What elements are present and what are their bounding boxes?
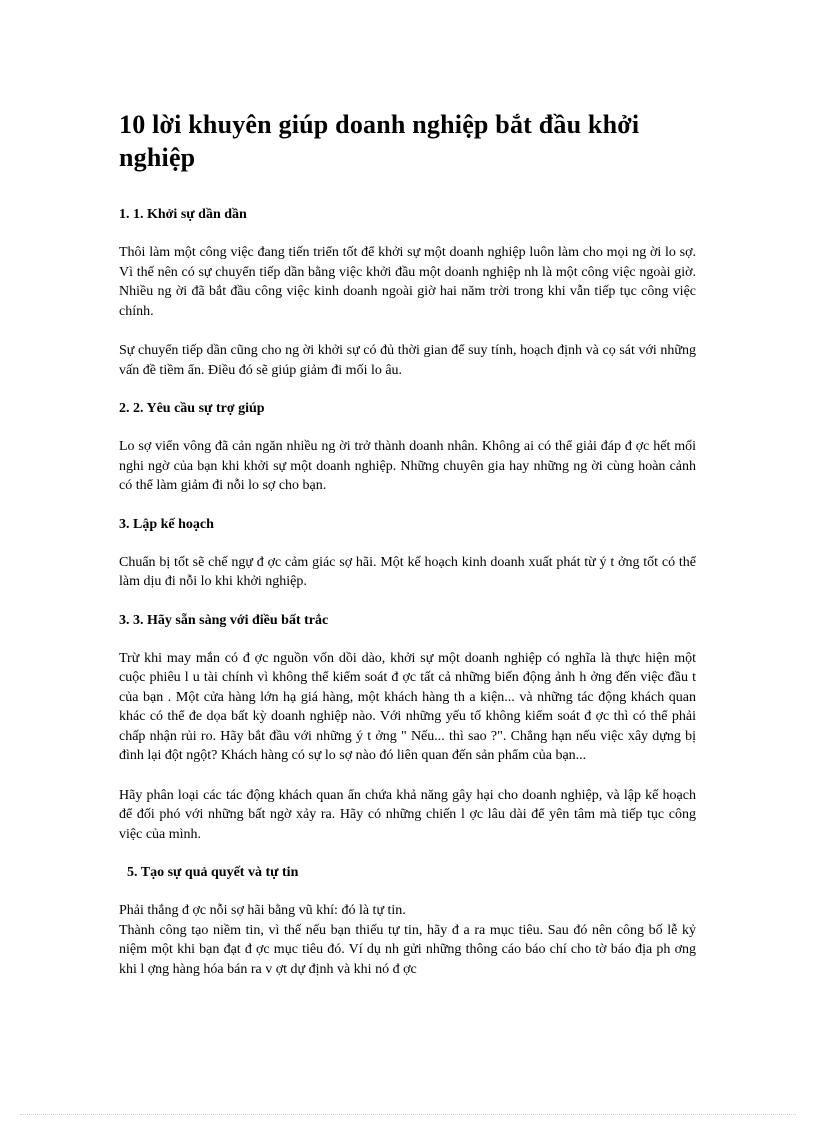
document-page [119,108,696,999]
section-2-paragraph-1: Lo sợ viển vông đã cản ngăn nhiều ng ời trở thành doanh nhân. Không ai có thể giải đáp đ ợc hết mối nghi ngờ của bạn khi khởi sự một doanh nghiệp. Những chuyên gia hay những ng ời cùng hoàn cảnh có thể làm giảm đi nỗi lo sợ cho bạn. [119,439,696,493]
section-1-paragraph-2: Sự chuyển tiếp dần cũng cho ng ời khởi sự có đủ thời gian để suy tính, hoạch định và cọ sát với những vấn đề tiềm ẩn. Điều đó sẽ giúp giảm đi mối lo âu. [119,343,696,378]
section-5-paragraph-1: Phải thắng đ ợc nỗi sợ hãi bằng vũ khí: đó là tự tin. [119,903,406,918]
section-2-heading: 2. 2. Yêu cầu sự trợ giúp [119,401,265,416]
section-1-paragraph-1: Thôi làm một công việc đang tiến triển tốt để khởi sự một doanh nghiệp luôn làm cho mọi ng ời lo sợ. Vì thế nên có sự chuyển tiếp dần bằng việc khởi đầu một doanh nghiệp nh là một công việc ngoài giờ. Nhiều ng ời đã bắt đầu công việc kinh doanh ngoài giờ hai năm trời trong khi vẫn tiếp tục công việc chính. [119,245,696,319]
section-1-heading: 1. 1. Khởi sự dần dần [119,207,247,222]
section-4-paragraph-2: Hãy phân loại các tác động khách quan ẩn chứa khả năng gây hại cho doanh nghiệp, và lập kế hoạch để đối phó với những bất ngờ xảy ra. Hãy có những chiến l ợc lâu dài để yên tâm mà tiếp tục công việc của mình. [119,787,696,842]
page-bottom-divider [20,1114,796,1115]
section-4-paragraph-1: Trừ khi may mắn có đ ợc nguồn vốn dồi dào, khởi sự một doanh nghiệp có nghĩa là thực hiện một cuộc phiêu l u tài chính vì không thể kiểm soát đ ợc tất cả những biến động ảnh h ởng đến việc đầu t của bạn . Một cửa hàng lớn hạ giá hàng, một khách hàng th a kiện... và những tác động khách quan khác có thể đe dọa bất kỳ doanh nghiệp nào. Với những yếu tố không kiểm soát đ ợc thì có thể phải chấp nhận rủi ro. Hãy bắt đầu với những ý t ởng " Nếu... thì sao ?". Chẳng hạn nếu việc xây dựng bị đình lại đột ngột? Khách hàng có sự lo sợ nào đó liên quan đến sản phẩm của bạn... [119,650,696,763]
section-5-paragraph-2: Thành công tạo niềm tin, vì thế nếu bạn thiếu tự tin, hãy đ a ra mục tiêu. Sau đó nên công bố lễ kỷ niệm một khi bạn đạt đ ợc mục tiêu đó. Ví dụ nh gửi những thông cáo báo chí cho tờ báo địa ph ơng khi l ợng hàng hóa bán ra v ợt dự định và khi nó đ ợc [119,922,696,977]
section-3-heading: 3. Lập kế hoạch [119,516,214,532]
section-3-paragraph-1: Chuẩn bị tốt sẽ chế ngự đ ợc cảm giác sợ hãi. Một kế hoạch kinh doanh xuất phát từ ý t ởng tốt có thể làm dịu đi nỗi lo khi khởi nghiệp. [119,554,696,589]
section-5-heading: 5. Tạo sự quả quyết và tự tin [127,865,299,880]
document-title: 10 lời khuyên giúp doanh nghiệp bắt đầu khởi nghiệp [119,110,640,172]
section-4-heading: 3. 3. Hãy sẵn sàng với điều bất trắc [119,612,329,628]
